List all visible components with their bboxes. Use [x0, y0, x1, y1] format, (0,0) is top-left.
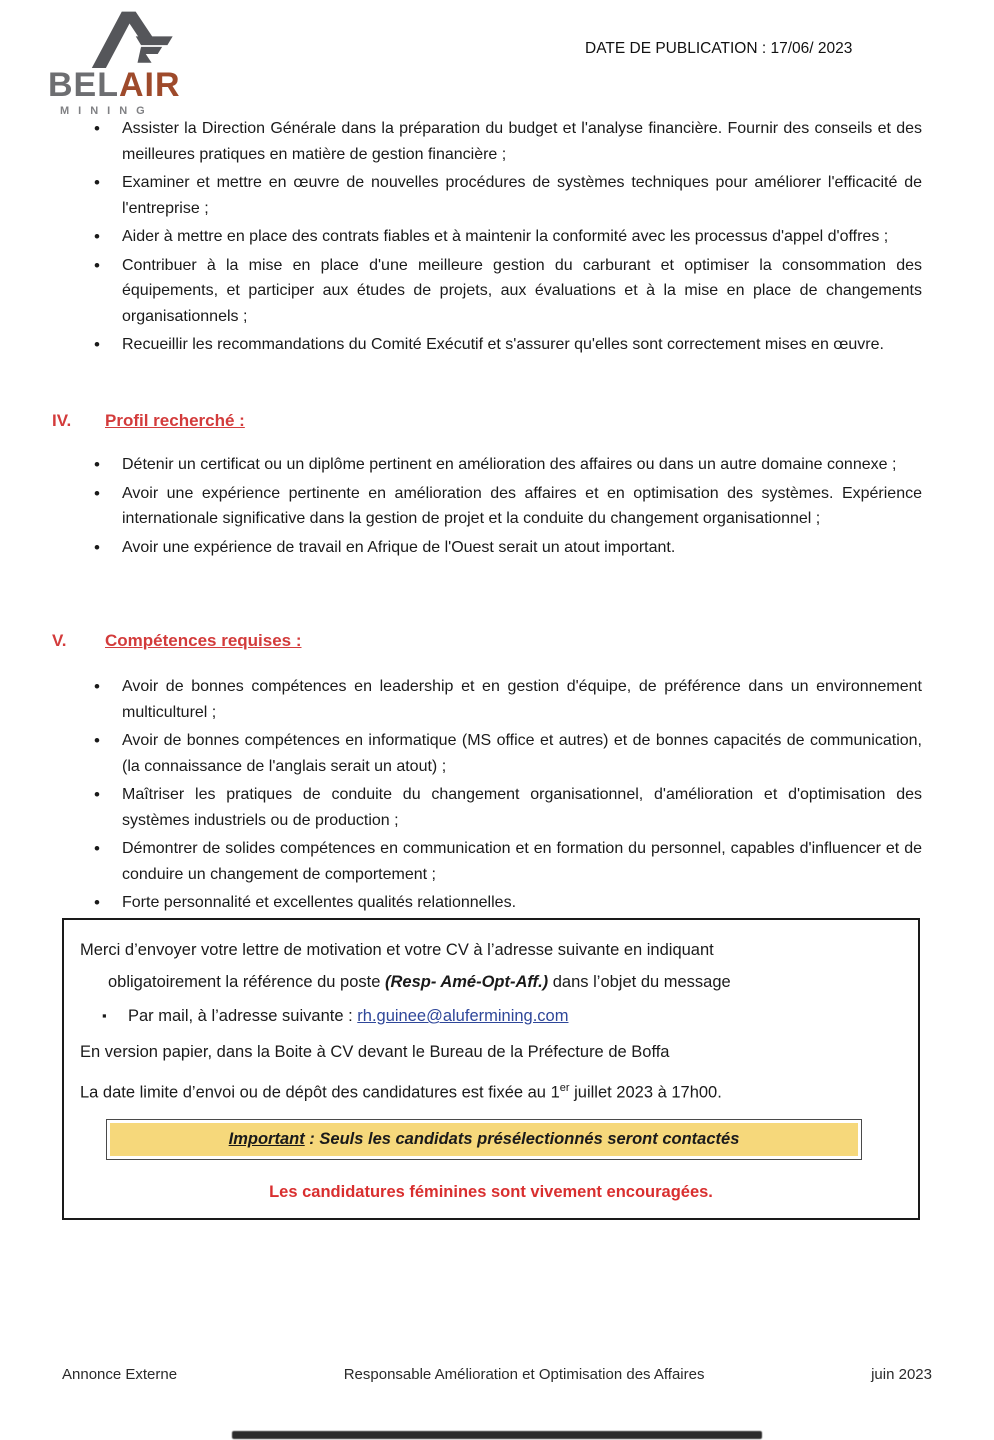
- intro-line2-pre: obligatoirement la référence du poste: [108, 973, 386, 991]
- footer-right: juin 2023: [871, 1366, 932, 1383]
- bottom-bar: [232, 1431, 762, 1439]
- logo-subtitle: MINING: [60, 105, 154, 117]
- footer-center: Responsable Amélioration et Optimisation des Affaires: [343, 1366, 705, 1383]
- list-item: • Assister la Direction Générale dans la préparation du budget et l'analyse financière. Fournir des conseils et des meilleures pratiques en matière de gestion financière ;: [0, 116, 994, 167]
- section-heading-competences: [52, 631, 302, 651]
- list-item: • Aider à mettre en place des contrats fiables et à maintenir la conformité avec les processus d'appel d'offres ;: [0, 224, 994, 250]
- list-item: • Avoir de bonnes compétences en informatique (MS office et autres) et de bonnes capacités de communication, (la connaissance de l'anglais serait un atout) ;: [0, 728, 994, 779]
- list-item: • Avoir une expérience pertinente en amélioration des affaires et en optimisation des systèmes. Expérience internationale significative dans la gestion de projet et la conduite du changement organisationnel ;: [0, 481, 994, 532]
- section-numeral: IV.: [52, 411, 72, 430]
- list-item: • Examiner et mettre en œuvre de nouvelles procédures de systèmes techniques pour améliorer l'efficacité de l'entreprise ;: [0, 170, 994, 221]
- section-title: Compétences requises :: [105, 631, 302, 650]
- female-applications-note: Les candidatures féminines sont vivement encouragées.: [269, 1182, 713, 1201]
- logo-text-air: AIR: [119, 66, 181, 104]
- list-item: • Forte personnalité et excellentes qualités relationnelles.: [0, 890, 994, 916]
- deadline-text-end: juillet 2023 à 17h00.: [569, 1083, 722, 1102]
- belair-logo-mark-icon: [90, 10, 178, 68]
- paper-instruction-line: En version papier, dans la Boite à CV devant le Bureau de la Préfecture de Boffa: [80, 1043, 670, 1061]
- list-item: • Contribuer à la mise en place d'une meilleure gestion du carburant et optimiser la consommation des équipements, et participer aux études de projets, aux évaluations et à la mise en place de changements organisationnels ;: [0, 253, 994, 330]
- belair-logo: [48, 10, 213, 117]
- email-link[interactable]: rh.guinee@alufermining.com: [357, 1007, 569, 1025]
- deadline-line: [80, 1072, 902, 1109]
- application-intro-line2: [108, 966, 902, 998]
- list-item: • Avoir une expérience de travail en Afrique de l'Ouest serait un atout important.: [0, 535, 994, 561]
- mail-instruction-line: [80, 1000, 902, 1032]
- list-item: • Maîtriser les pratiques de conduite du changement organisationnel, d'amélioration et d'optimisation des systèmes industriels ou de production ;: [0, 782, 994, 833]
- logo-text-bel: BEL: [48, 66, 119, 104]
- section-numeral: V.: [52, 631, 67, 650]
- mail-instruction-text: Par mail, à l’adresse suivante :: [128, 1007, 358, 1025]
- logo-wordmark: [48, 68, 213, 102]
- list-item: • Démontrer de solides compétences en communication et en formation du personnel, capables d'influencer et de conduire un changement de comportement ;: [0, 836, 994, 887]
- important-notice-frame: [106, 1119, 862, 1160]
- important-notice-highlight: [110, 1123, 858, 1156]
- footer-left: Annonce Externe: [62, 1366, 178, 1383]
- list-item: • Détenir un certificat ou un diplôme pertinent en amélioration des affaires ou dans un autre domaine connexe ;: [0, 452, 994, 478]
- section-heading-profil: [52, 411, 245, 431]
- important-text: : Seuls les candidats présélectionnés seront contactés: [304, 1129, 740, 1148]
- job-reference-code: (Resp- Amé-Opt-Aff.): [385, 973, 549, 991]
- profile-list: [0, 452, 994, 563]
- application-instructions-box: [62, 918, 920, 1220]
- deadline-superscript: er: [559, 1082, 570, 1094]
- important-label: Important: [228, 1129, 305, 1148]
- publication-date: DATE DE PUBLICATION : 17/06/ 2023: [585, 40, 853, 57]
- section-title: Profil recherché :: [105, 411, 245, 430]
- list-item: • Recueillir les recommandations du Comité Exécutif et s'assurer qu'elles sont correctement mises en œuvre.: [0, 332, 994, 358]
- deadline-text: La date limite d’envoi ou de dépôt des candidatures est fixée au 1: [80, 1083, 560, 1102]
- page-footer: [62, 1366, 932, 1383]
- application-intro-line1: Merci d’envoyer votre lettre de motivation et votre CV à l’adresse suivante en indiquant: [80, 941, 714, 959]
- skills-list: [0, 674, 994, 919]
- intro-line2-post: dans l’objet du message: [548, 973, 731, 991]
- responsibilities-list: [0, 116, 994, 361]
- list-item: • Avoir de bonnes compétences en leadership et en gestion d'équipe, de préférence dans un environnement multiculturel ;: [0, 674, 994, 725]
